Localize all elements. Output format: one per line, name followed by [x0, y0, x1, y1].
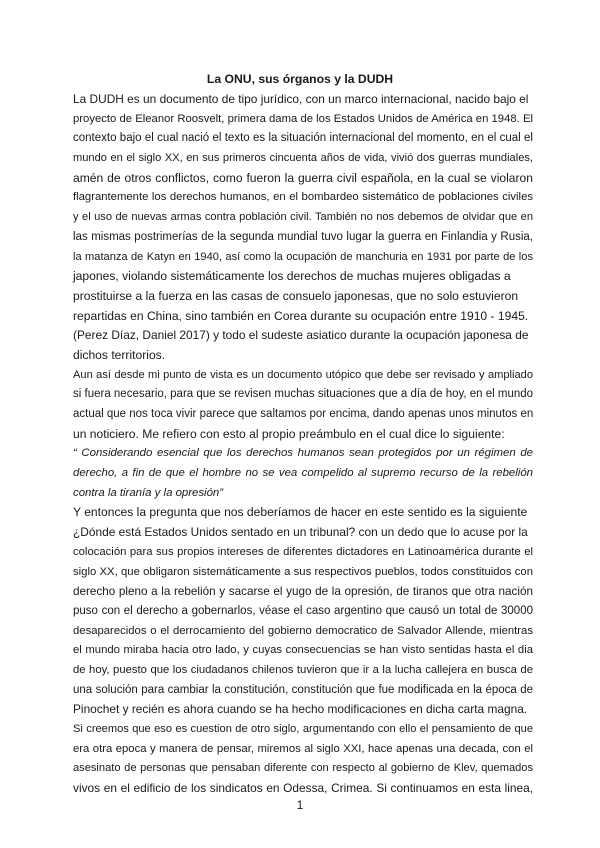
text-line: Y entonces la pregunta que nos deberíamos de hacer en este sentido es la siguiente [73, 505, 528, 520]
text-line: puso con el derecho a gobernarlos, véase el caso argentino que causó un total de 30000 [73, 604, 533, 617]
text-line: actual que nos toca vivir parece que saltamos por encima, dando apenas unos minutos en [73, 408, 534, 420]
text-line: vivos en el edificio de los sindicatos en Odessa, Crimea. Si continuamos en esta linea, [73, 781, 533, 796]
text-line: prostituirse a la fuerza en las casas de consuelo japonesas, que no solo estuvieron [73, 288, 519, 303]
text-line: de hoy, puesto que los ciudadanos chilenos tuvieron que ir a la lucha callejera en busca de [73, 663, 533, 676]
text-line: desaparecidos o el derrocamiento del gobierno democratico de Salvador Allende, mientras [73, 624, 533, 637]
text-line: contexto bajo el cual nació el texto es la situación internacional del momento, en el cual el [73, 132, 533, 145]
text-line: un noticiero. Me refiero con esto al propio preámbulo en el cual dice lo siguiente: [73, 426, 505, 441]
text-line: japones, violando sistemáticamente los derechos de muchas mujeres obligadas a [73, 269, 511, 284]
text-line: Aun así desde mi punto de vista es un documento utópico que debe ser revisado y ampliado [73, 368, 533, 381]
text-line: amén de otros conflictos, como fueron la guerra civil española, en la cual se violaron [73, 170, 533, 185]
text-line: Pinochet y recién es ahora cuando se ha hecho modificaciones en dicha carta magna. [73, 702, 528, 717]
page-number: 1 [296, 798, 304, 812]
text-line: “ Considerando esencial que los derechos humanos sean protegidos por un régimen de [73, 447, 533, 460]
text-line: derecho, a fin de que el hombre no se vea compelido al supremo recurso de la rebelión [73, 467, 533, 480]
text-line: siglo XX, que obligaron sistemáticamente a sus respectivos pueblos, todos constituidos con [73, 565, 533, 578]
text-line: repartidas en China, sino también en Corea durante su ocupación entre 1910 - 1945. [73, 308, 529, 323]
text-line: era otra epoca y manera de pensar, miremos al siglo XXI, hace apenas una decada, con el [73, 742, 533, 755]
text-line: dichos territorios. [73, 347, 166, 362]
text-line: colocación para sus propios intereses de diferentes dictadores en Latinoamérica durante el [73, 545, 533, 558]
text-line: y el uso de nuevas armas contra población civil. También no nos debemos de olvidar que en [73, 211, 533, 224]
text-line: flagrantemente los derechos humanos, en el bombardeo sistemático de poblaciones civiles [73, 191, 533, 204]
text-line: (Perez Díaz, Daniel 2017) y todo el sudeste asiatico durante la ocupación japonesa de [73, 328, 529, 343]
text-line: asesinato de personas que pensaban diferente con respecto al gobierno de Klev, quemados [73, 762, 533, 775]
text-line: contra la tiranía y la opresión” [73, 486, 224, 499]
text-line: Si creemos que eso es cuestion de otro siglo, argumentando con ello el pensamiento de que [73, 723, 533, 735]
text-line: si fuera necesario, para que se revisen muchas situaciones que a día de hoy, en el mundo [73, 388, 534, 401]
text-line: el mundo miraba hacia otro lado, y cuyas consecuencias se han visto sentidas hasta el dia [73, 644, 533, 657]
text-line: ¿Dónde está Estados Unidos sentado en un tribunal? con un dedo que lo acuse por la [73, 525, 528, 540]
text-line: La DUDH es un documento de tipo jurídico, con un marco internacional, nacido bajo el [73, 92, 529, 106]
text-line: derecho pleno a la rebelión y sacarse el yugo de la opresión, de tiranos que otra nación [73, 585, 533, 599]
document-title: La ONU, sus órganos y la DUDH [206, 72, 394, 86]
text-line: las mismas postrimerías de la segunda mundial tuvo lugar la guerra en Finlandia y Rusia, [73, 230, 533, 243]
document-body [73, 90, 533, 799]
text-line: mundo en el siglo XX, en sus primeros cincuenta años de vida, vivió dos guerras mundiales, [73, 152, 533, 165]
text-line: una solución para cambiar la constitución, constitución que fue modificada en la época de [73, 683, 533, 696]
text-line: la matanza de Katyn en 1940, así como la ocupación de manchuria en 1931 por parte de los [73, 250, 533, 263]
text-line: proyecto de Eleanor Roosvelt, primera dama de los Estados Unidos de América en 1948. El [73, 112, 533, 125]
